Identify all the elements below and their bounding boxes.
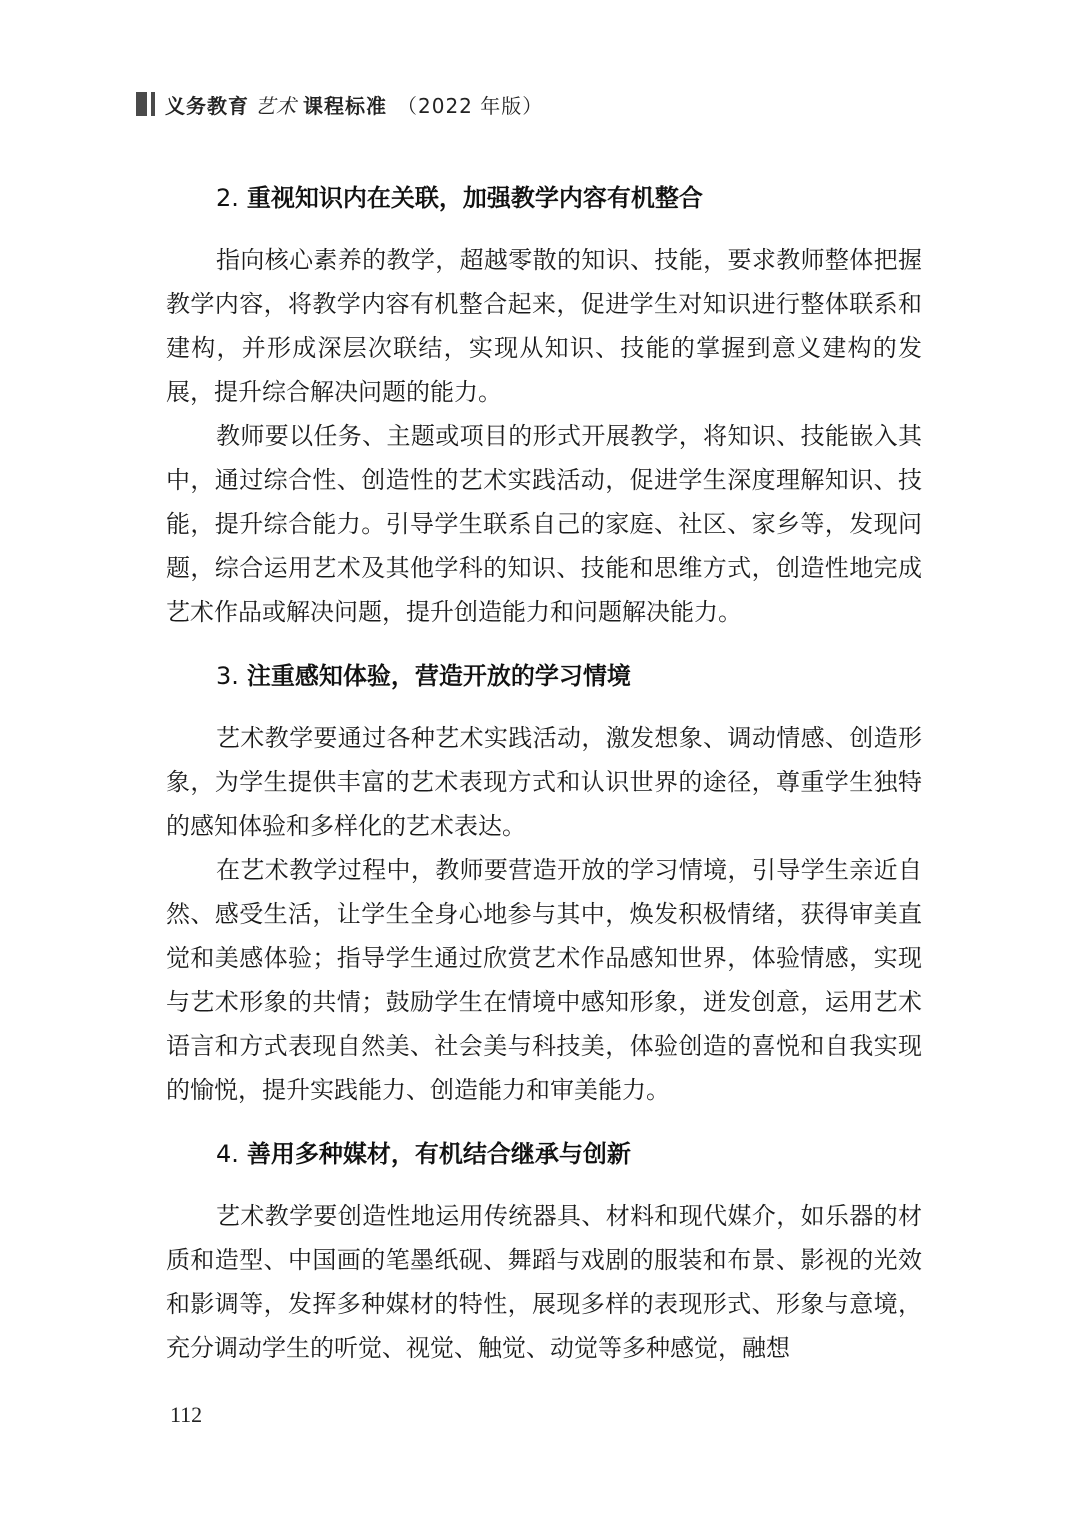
section-title: 注重感知体验，营造开放的学习情境 — [246, 662, 631, 690]
running-header — [136, 88, 543, 120]
page-content — [166, 180, 922, 1370]
section-number: 4. — [216, 1140, 239, 1168]
header-subject: 艺术 — [255, 93, 297, 118]
paragraph: 在艺术教学过程中，教师要营造开放的学习情境，引导学生亲近自然、感受生活，让学生全身心地参与其中，焕发积极情绪，获得审美直觉和美感体验；指导学生通过欣赏艺术作品感知世界，体验情感，实现与艺术形象的共情；鼓励学生在情境中感知形象，迸发创意，运用艺术语言和方式表现自然美、社会美与科技美，体验创造的喜悦和自我实现的愉悦，提升实践能力、创造能力和审美能力。 — [166, 856, 922, 1104]
section-heading — [216, 658, 922, 694]
page-number: 112 — [170, 1402, 203, 1427]
header-title — [165, 90, 543, 119]
section-number: 3. — [216, 662, 239, 690]
section-title: 善用多种媒材，有机结合继承与创新 — [246, 1140, 631, 1168]
section-number: 2. — [216, 184, 239, 212]
paragraph: 艺术教学要通过各种艺术实践活动，激发想象、调动情感、创造形象，为学生提供丰富的艺术表现方式和认识世界的途径，尊重学生独特的感知体验和多样化的艺术表达。 — [166, 724, 922, 840]
header-title-part2: 课程标准 — [303, 93, 387, 118]
paragraph: 教师要以任务、主题或项目的形式开展教学，将知识、技能嵌入其中，通过综合性、创造性的艺术实践活动，促进学生深度理解知识、技能，提升综合能力。引导学生联系自己的家庭、社区、家乡等，发现问题，综合运用艺术及其他学科的知识、技能和思维方式，创造性地完成艺术作品或解决问题，提升创造能力和问题解决能力。 — [166, 422, 922, 626]
section-heading — [216, 180, 922, 216]
section-heading — [216, 1136, 922, 1172]
header-title-part1: 义务教育 — [165, 93, 249, 118]
paragraph: 指向核心素养的教学，超越零散的知识、技能，要求教师整体把握教学内容，将教学内容有机整合起来，促进学生对知识进行整体联系和建构，并形成深层次联结，实现从知识、技能的掌握到意义建构的发展，提升综合解决问题的能力。 — [166, 246, 922, 406]
section-title: 重视知识内在关联，加强教学内容有机整合 — [246, 184, 703, 212]
header-bar-icon — [136, 92, 155, 116]
header-edition: （2022 年版） — [397, 93, 544, 118]
paragraph: 艺术教学要创造性地运用传统器具、材料和现代媒介，如乐器的材质和造型、中国画的笔墨纸砚、舞蹈与戏剧的服装和布景、影视的光效和影调等，发挥多种媒材的特性，展现多样的表现形式、形象与意境，充分调动学生的听觉、视觉、触觉、动觉等多种感觉，融想 — [166, 1202, 922, 1362]
